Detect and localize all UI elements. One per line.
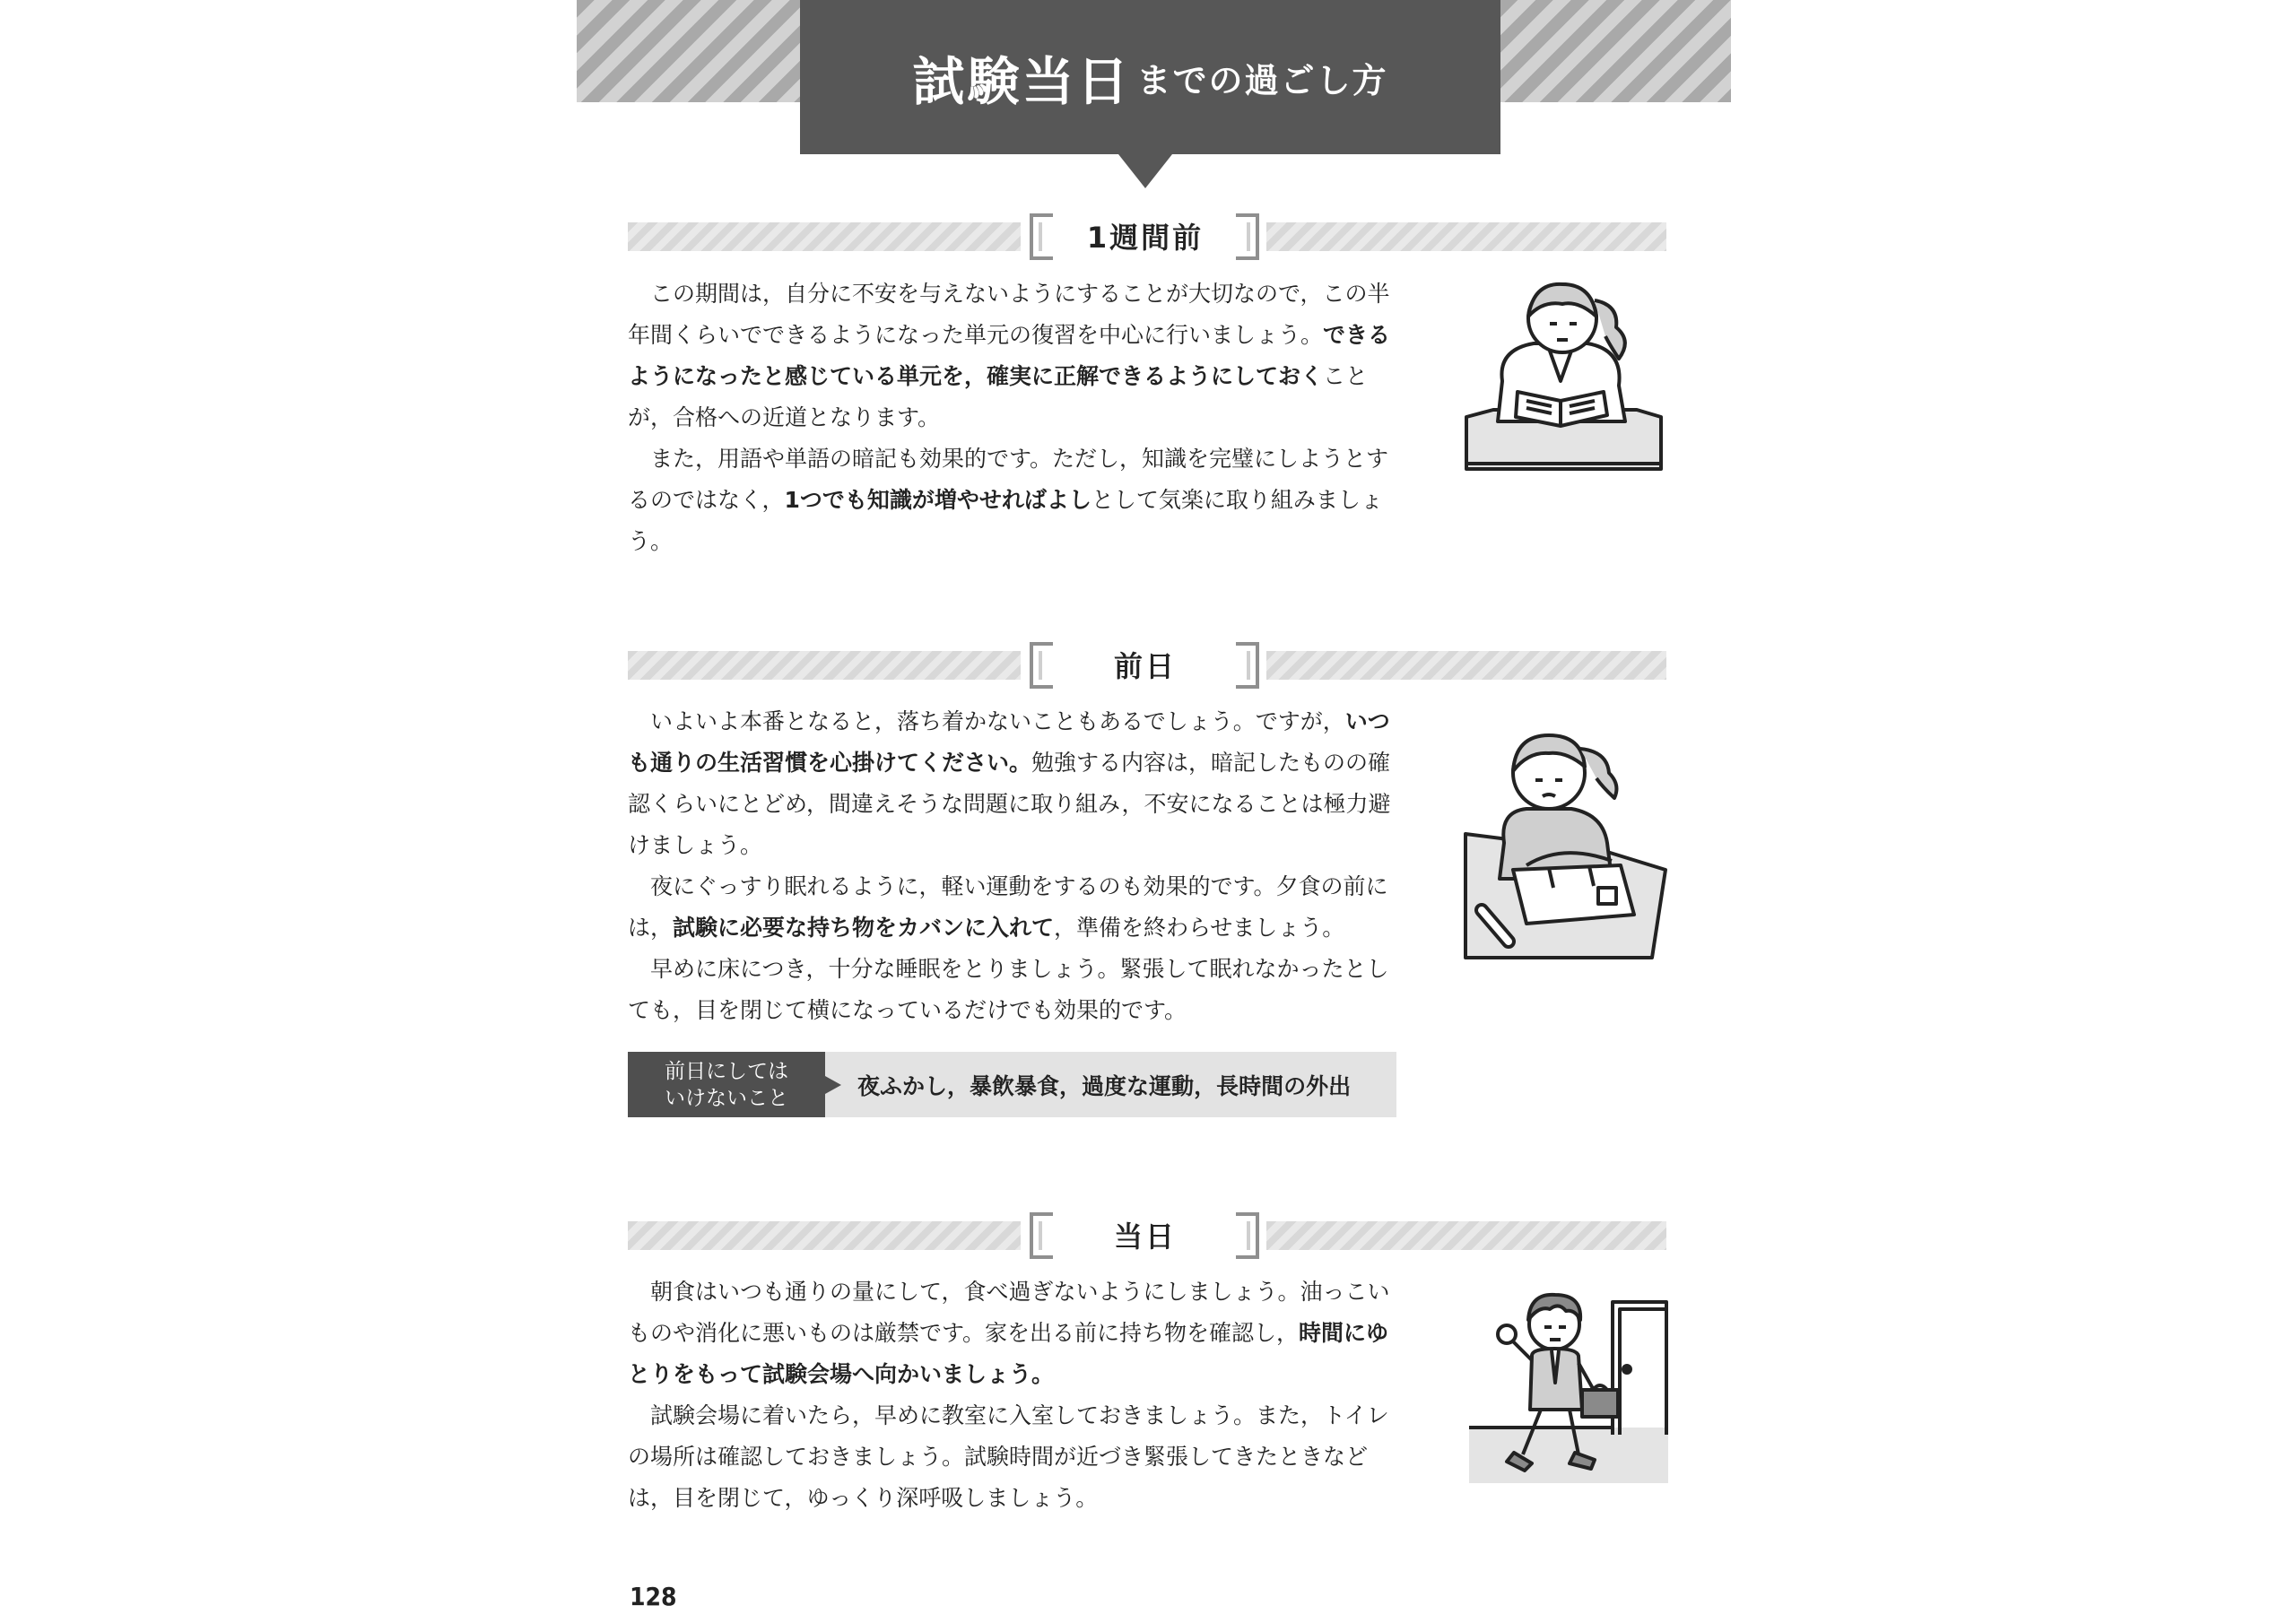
section-body-exam-day	[628, 1271, 1397, 1519]
emphasis-text: できるようになったと感じている単元を，確実に正解できるようにしておく	[628, 322, 1391, 389]
body-text: 夜にぐっすり眠れるように，軽い運動をするのも効果的です。夕食の前には，	[628, 873, 1388, 941]
body-text: 勉強する内容は，暗記したものの確認くらいにとどめ，間違えそうな問題に取り組み，不安になることは極力避けましょう。	[628, 750, 1391, 858]
page-title-sub: までの過ごし方	[1136, 60, 1388, 100]
girl-studying-illustration	[1462, 273, 1668, 475]
page-title-main: 試験当日	[912, 51, 1132, 112]
emphasis-text: 試験に必要な持ち物をカバンに入れて	[673, 915, 1055, 941]
callout-label-line2: いけないこと	[665, 1086, 788, 1110]
section-heading-bar-left	[628, 1221, 1021, 1250]
paragraph	[628, 1395, 1397, 1519]
section-heading-bracket-right	[1236, 213, 1259, 260]
callout-arrow	[825, 1076, 841, 1094]
body-text: として気楽に取り組みましょう。	[628, 487, 1383, 554]
callout-sep1: ，	[1059, 1072, 1083, 1099]
section-heading-bar-right	[1266, 1221, 1666, 1250]
callout-label	[628, 1052, 825, 1117]
section-heading-bracket-right	[1236, 642, 1259, 689]
section-heading-bar-right	[1266, 651, 1666, 680]
body-text: 試験会場に着いたら，早めに教室に入室しておきましょう。また，トイレの場所は確認しておきましょう。試験時間が近づき緊張してきたときなどは，目を閉じて，ゆっくり深呼吸しましょう。	[628, 1402, 1389, 1511]
section-body-1week	[628, 273, 1397, 562]
body-text: ことが，合格への近道となります。	[628, 363, 1369, 430]
section-heading-bar-left	[628, 222, 1021, 251]
page-title-box	[800, 0, 1500, 154]
callout-item-bold2: 過度な運動	[1082, 1072, 1195, 1099]
title-pointer	[1118, 154, 1172, 188]
paragraph	[628, 438, 1397, 562]
section-body-day-before	[628, 701, 1397, 1031]
body-text: この期間は，自分に不安を与えないようにすることが大切なので，この半年間くらいでできるようになった単元の復習を中心に行いましょう。	[628, 281, 1390, 348]
paragraph	[628, 866, 1397, 949]
callout-item-bold1: 暴飲暴食	[970, 1072, 1060, 1099]
girl-packing-bag-illustration	[1464, 708, 1668, 961]
paragraph	[628, 701, 1397, 866]
body-text: ，準備を終わらせましょう。	[1054, 915, 1345, 941]
emphasis-text: 1つでも知識が増やせればよし	[784, 487, 1091, 513]
callout-item-bold3: 長時間の外出	[1216, 1072, 1352, 1099]
section-heading-bar-right	[1266, 222, 1666, 251]
body-text: また，用語や単語の暗記も効果的です。ただし，知識を完璧にしようとするのではなく，	[628, 446, 1389, 513]
callout-label-line1: 前日にしては	[665, 1059, 788, 1083]
section-heading-day-before: 前日	[1113, 649, 1177, 683]
section-heading-bracket-right	[1236, 1212, 1259, 1259]
body-text: 朝食はいつも通りの量にして，食べ過ぎないようにしましょう。油っこいものや消化に悪いものは厳禁です。家を出る前に持ち物を確認し，	[628, 1279, 1390, 1346]
callout-item-pre: 夜ふかし，	[857, 1072, 970, 1099]
body-text: いよいよ本番となると，落ち着かないこともあるでしょう。ですが，	[650, 708, 1345, 734]
body-text: 早めに床につき，十分な睡眠をとりましょう。緊張して眠れなかったとしても，目を閉じて横になっているだけでも効果的です。	[628, 956, 1389, 1023]
section-heading-1week: 1週間前	[1086, 221, 1205, 255]
paragraph	[628, 1271, 1397, 1395]
emphasis-text: いつも通りの生活習慣を心掛けてください。	[628, 708, 1390, 776]
section-heading-exam-day: 当日	[1113, 1219, 1177, 1254]
callout-content	[825, 1052, 1396, 1117]
section-heading-bar-left	[628, 651, 1021, 680]
paragraph	[628, 949, 1397, 1031]
callout-sep2: ，	[1194, 1072, 1217, 1099]
emphasis-text: 時間にゆとりをもって試験会場へ向かいましょう。	[628, 1320, 1389, 1387]
page-number: 128	[630, 1582, 677, 1611]
paragraph	[628, 273, 1397, 438]
boy-leaving-home-illustration	[1469, 1284, 1668, 1483]
